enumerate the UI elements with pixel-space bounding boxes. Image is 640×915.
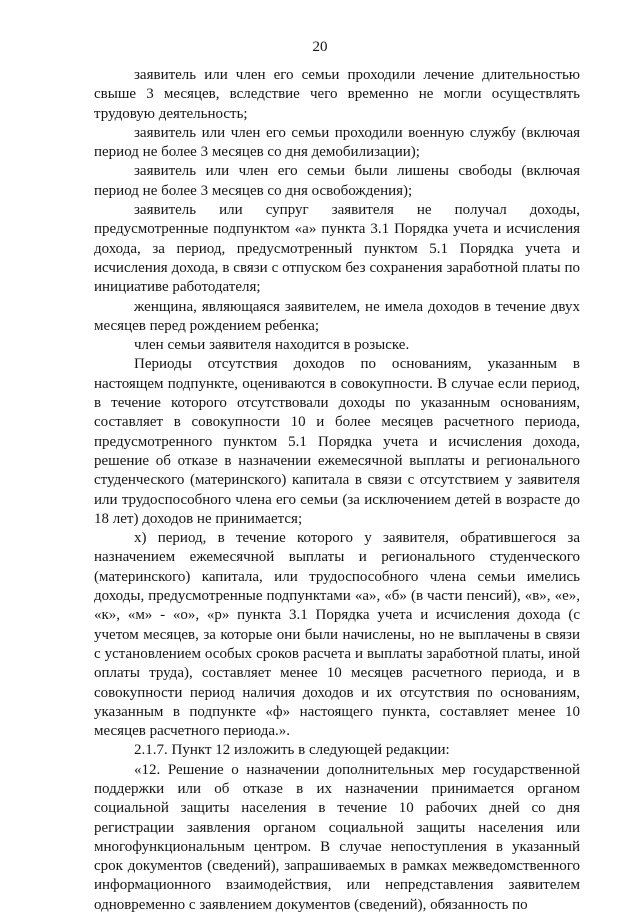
document-body: [94, 66, 580, 915]
page-number: 20: [312, 39, 328, 55]
paragraph-subitem-x: х) период, в течение которого у заявителя, обратившегося за назначением ежемесячной выплаты и регионального студенческого (материнского) капитала, или трудоспособного члена семьи имелись доходы, предусмотренные подпунктами «а», «б» (в части пенсий), «в», «е», «к», «м» - «о», «р» пункта 3.1 Порядка учета и исчисления дохода (с учетом месяцев, за которые они были начислены, но не выплачены в связи с установлением особых сроков расчета и выплаты заработной платы, иной оплаты труда), составляет менее 10 месяцев расчетного периода, и в совокупности период наличия доходов и их отсутствия по основаниям, указанным в подпункте «ф» настоящего пункта, составляет менее 10 месяцев расчетного периода.».: [94, 530, 580, 740]
paragraph-imprisonment: заявитель или член его семьи были лишены свободы (включая период не более 3 месяцев со дня освобождения);: [94, 163, 580, 199]
paragraph-military-service: заявитель или член его семьи проходили военную службу (включая период не более 3 месяцев со дня демобилизации);: [94, 124, 580, 161]
paragraph-wanted: член семьи заявителя находится в розыске.: [134, 337, 410, 354]
paragraph-unpaid-leave: заявитель или супруг заявителя не получал доходы, предусмотренные подпунктом «а» пункта 3.1 Порядка учета и исчисления дохода, за период, предусмотренный пунктом 5.1 Порядка учета и исчисления дохода, в связи с отпуском без сохранения заработной платы по инициативе работодателя;: [94, 202, 580, 296]
paragraph-treatment: заявитель или член его семьи проходили лечение длительностью свыше 3 месяцев, вследствие чего временно не могли осуществлять трудовую деятельность;: [94, 67, 580, 122]
paragraph-absence-periods: Периоды отсутствия доходов по основаниям, указанным в настоящем подпункте, оцениваются в совокупности. В случае если период, в течение которого отсутствовали доходы по указанным основаниям, составляет в совокупности 10 и более месяцев расчетного периода, предусмотренного пунктом 5.1 Порядка учета и исчисления дохода, решение об отказе в назначении ежемесячной выплаты и регионального студенческого (материнского) капитала в связи с отсутствием у заявителя или трудоспособного члена его семьи (за исключением детей в возрасте до 18 лет) доходов не принимается;: [94, 356, 580, 527]
paragraph-2-1-7: 2.1.7. Пункт 12 изложить в следующей редакции:: [134, 742, 450, 759]
paragraph-item-12: «12. Решение о назначении дополнительных мер государственной поддержки или об отказе в их назначении принимается органом социальной защиты населения в течение 10 рабочих дней со дня регистрации заявления органом социальной защиты населения или многофункциональным центром. В случае непоступления в указанный срок документов (сведений), запрашиваемых в рамках межведомственного информационного взаимодействия, или непредставления заявителем одновременно с заявлением документов (сведений), обязанность по: [94, 761, 580, 913]
paragraph-pregnancy: женщина, являющаяся заявителем, не имела доходов в течение двух месяцев перед рождением ребенка;: [94, 298, 580, 334]
